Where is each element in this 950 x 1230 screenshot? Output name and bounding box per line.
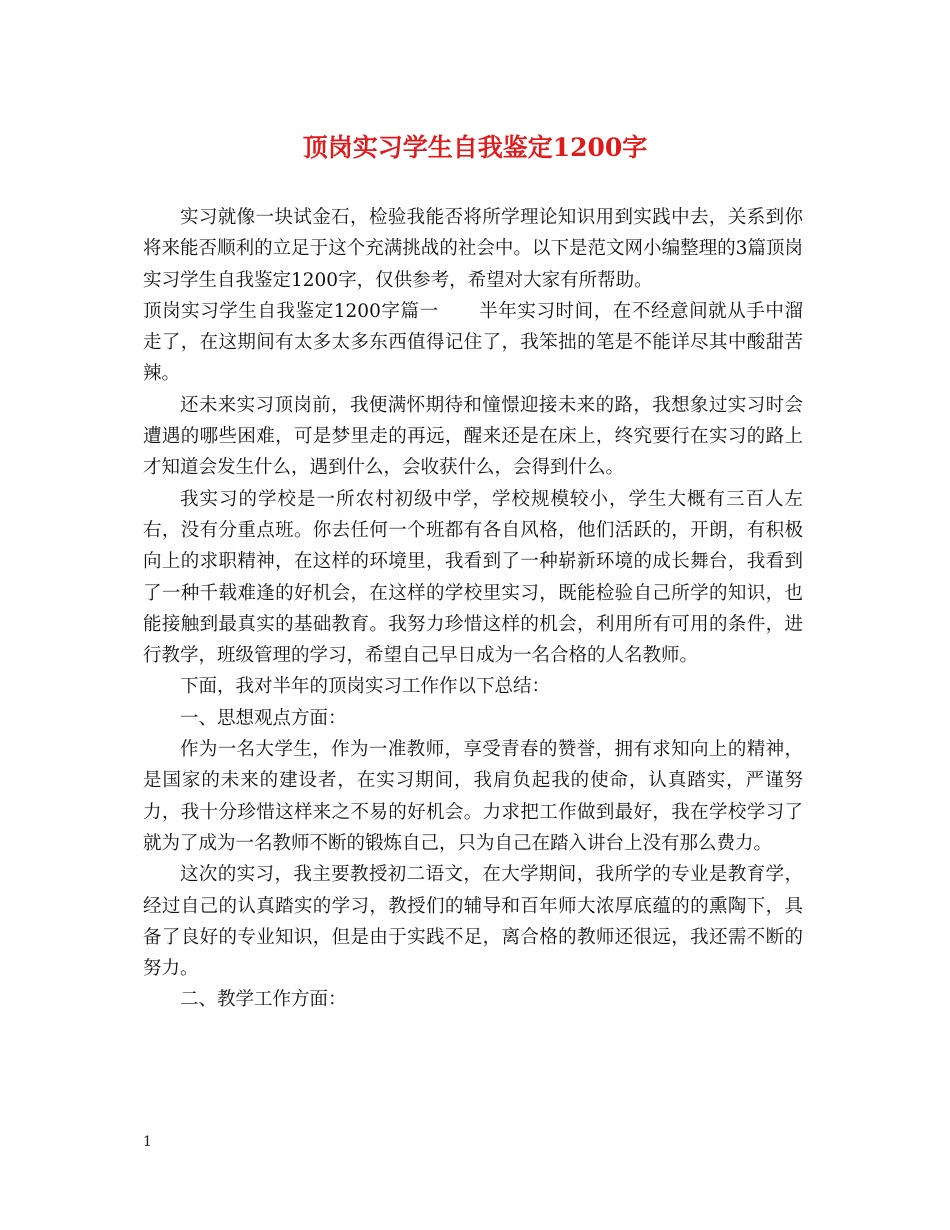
paragraph-before-internship: 还未来实习顶岗前，我便满怀期待和憧憬迎接未来的路，我想象过实习时会遭遇的哪些困难，可是梦里走的再远，醒来还是在床上，终究要行在实习的路上才知道会发生什么，遇到什么，会收获什么，会得到什么。 xyxy=(143,394,803,479)
section-text: 半年实习时间，在不经意间就从手中溜走了，在这期间有太多太多东西值得记住了，我笨拙的笔是不能详尽其中酸甜苦辣。 xyxy=(143,300,803,385)
paragraph-school-description: 我实习的学校是一所农村初级中学，学校规模较小，学生大概有三百人左右，没有分重点班。你去任何一个班都有各自风格，他们活跃的，开朗，有积极向上的求职精神，在这样的环境里，我看到了一种崭新环境的成长舞台，我看到了一种千载难逢的好机会，在这样的学校里实习，既能检验自己所学的知识，也能接触到最真实的基础教育。我努力珍惜这样的机会，利用所有可用的条件，进行教学，班级管理的学习，希望自己早日成为一名合格的人名教师。 xyxy=(143,488,803,667)
paragraph-teaching-subject: 这次的实习，我主要教授初二语文，在大学期间，我所学的专业是教育学，经过自己的认真踏实的学习，教授们的辅导和百年师大浓厚底蕴的的熏陶下，具备了良好的专业知识，但是由于实践不足，离合格的教师还很远，我还需不断的努力。 xyxy=(143,864,803,980)
paragraph-summary-intro: 下面，我对半年的顶岗实习工作作以下总结： xyxy=(180,676,551,698)
section-heading-paragraph xyxy=(143,296,803,390)
paragraph-ideology: 作为一名大学生，作为一准教师，享受青春的赞誉，拥有求知向上的精神，是国家的未来的建设者，在实习期间，我肩负起我的使命，认真踏实，严谨努力，我十分珍惜这样来之不易的好机会。力求把工作做到最好，我在学校学习了就为了成为一名教师不断的锻炼自己，只为自己在踏入讲台上没有那么费力。 xyxy=(143,739,803,854)
section-heading: 顶岗实习学生自我鉴定1200字篇一 xyxy=(143,300,439,322)
heading-teaching-work: 二、教学工作方面： xyxy=(180,989,347,1011)
intro-paragraph: 实习就像一块试金石，检验我能否将所学理论知识用到实践中去，关系到你将来能否顺利的立足于这个充满挑战的社会中。以下是范文网小编整理的3篇顶岗实习学生自我鉴定1200字，仅供参考，希望对大家有所帮助。 xyxy=(143,207,803,291)
heading-ideology: 一、思想观点方面： xyxy=(180,707,347,729)
page-number: 1 xyxy=(143,1134,152,1150)
document-body xyxy=(143,202,803,1016)
document-title: 顶岗实习学生自我鉴定1200字 xyxy=(302,133,648,162)
